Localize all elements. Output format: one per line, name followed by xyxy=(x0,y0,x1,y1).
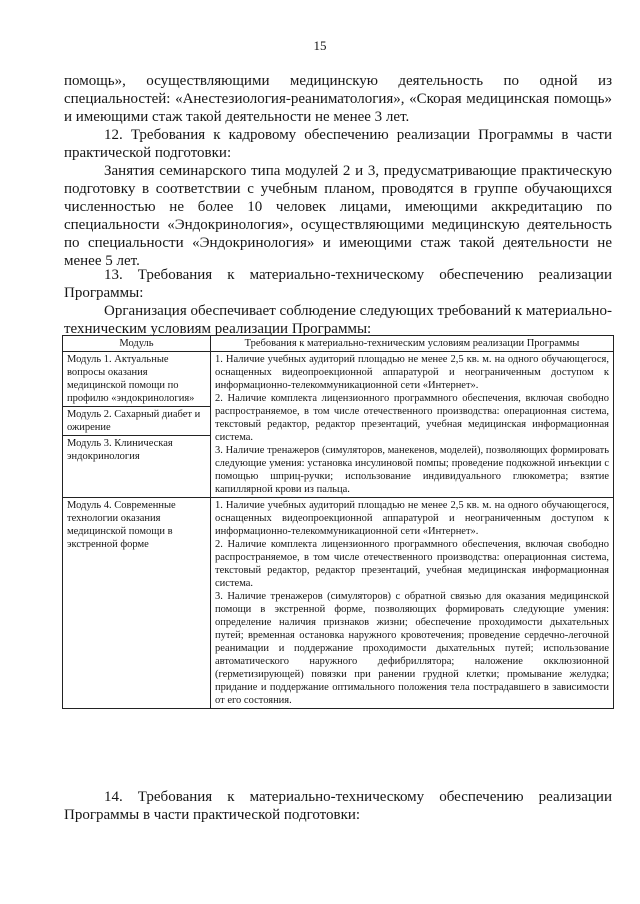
section-12-heading: 12. Требования к кадровому обеспечению реализации Программы в части практической подготовки: xyxy=(64,127,612,161)
requirements-table xyxy=(62,335,614,709)
requirement-item: 3. Наличие тренажеров (симуляторов, манекенов, моделей), позволяющих формировать следующие умения: установка инсулиновой помпы; проведение подкожной инъекции с помощью шприц-ручки; использование индивидуального глюкометра; взятие капиллярной крови из пальца. xyxy=(215,445,609,495)
module-3-label: Модуль 3. Клиническая эндокринология xyxy=(63,435,210,464)
requirement-item: 2. Наличие комплекта лицензионного программного обеспечения, включая свободно распространяемое, в том числе отечественного производства: операционная система, текстовый редактор, редактор презентаций, учебная медицинская информационная система. xyxy=(215,393,609,443)
section-14-block xyxy=(64,788,612,824)
table-row xyxy=(63,352,614,498)
module-cell xyxy=(63,498,211,709)
requirements-cell xyxy=(211,352,614,498)
section-14-heading: 14. Требования к материально-техническому обеспечению реализации Программы в части практической подготовки: xyxy=(64,789,612,823)
requirement-item: 1. Наличие учебных аудиторий площадью не менее 2,5 кв. м. на одного обучающегося, оснащенных видеопроекционной аппаратурой и неограниченным доступом к информационно-телекоммуникационной сети «Интернет». xyxy=(215,354,609,391)
header-requirements: Требования к материально-техническим условиям реализации Программы xyxy=(211,336,614,352)
table-header-row xyxy=(63,336,614,352)
section-12-body: Занятия семинарского типа модулей 2 и 3, предусматривающие практическую подготовку в соответствии с учебным планом, проводятся в группе обучающихся численностью не более 10 человек лицами, имеющими аккредитацию по специальности «Эндокринология», осуществляющими медицинскую деятельность по специальности «Эндокринология» и имеющими стаж такой деятельности не менее 5 лет. xyxy=(64,163,612,269)
requirements-cell xyxy=(211,498,614,709)
header-module: Модуль xyxy=(63,336,211,352)
page-number: 15 xyxy=(313,38,327,53)
requirement-item: 1. Наличие учебных аудиторий площадью не менее 2,5 кв. м. на одного обучающегося, оснащенных видеопроекционной аппаратурой и неограниченным доступом к информационно-телекоммуникационной сети «Интернет». xyxy=(215,500,609,537)
paragraph-continuation: помощь», осуществляющими медицинскую деятельность по одной из специальностей: «Анестезиология-реаниматология», «Скорая медицинская помощь» и имеющими стаж такой деятельности не менее 3 лет. xyxy=(64,73,612,125)
requirement-item: 2. Наличие комплекта лицензионного программного обеспечения, включая свободно распространяемое, в том числе отечественного производства: операционная система, текстовый редактор, редактор презентаций, учебная медицинская информационная система. xyxy=(215,539,609,589)
module-1-label: Модуль 1. Актуальные вопросы оказания медицинской помощи по профилю «эндокринология» xyxy=(67,354,195,404)
section-13-heading: 13. Требования к материально-техническому обеспечению реализации Программы: xyxy=(64,267,612,301)
section-13-block xyxy=(64,266,612,302)
module-cell xyxy=(63,352,211,498)
section-13-body: Организация обеспечивает соблюдение следующих требований к материально-техническим условиям реализации Программы: xyxy=(64,303,612,337)
table-row xyxy=(63,498,614,709)
module-2-label: Модуль 2. Сахарный диабет и ожирение xyxy=(63,406,210,435)
requirement-item: 3. Наличие тренажеров (симуляторов) с обратной связью для оказания медицинской помощи в экстренной форме, позволяющих формировать следующие умения: определение наличия признаков жизни; обеспечение проходимости дыхательных путей; временная остановка наружного кровотечения; проведение сердечно-легочной реанимации и поддержание проходимости дыхательных путей; использование автоматического наружного дефибриллятора; наложение окклюзионной (герметизирующей) повязки при ранении грудной клетки; промывание желудка; придание и поддержание оптимального положения тела пострадавшего в зависимости от его состояния. xyxy=(215,591,609,706)
section-13-body-block xyxy=(64,302,612,338)
section-12-block xyxy=(64,72,612,270)
module-4-label: Модуль 4. Современные технологии оказания медицинской помощи в экстренной форме xyxy=(67,500,176,550)
